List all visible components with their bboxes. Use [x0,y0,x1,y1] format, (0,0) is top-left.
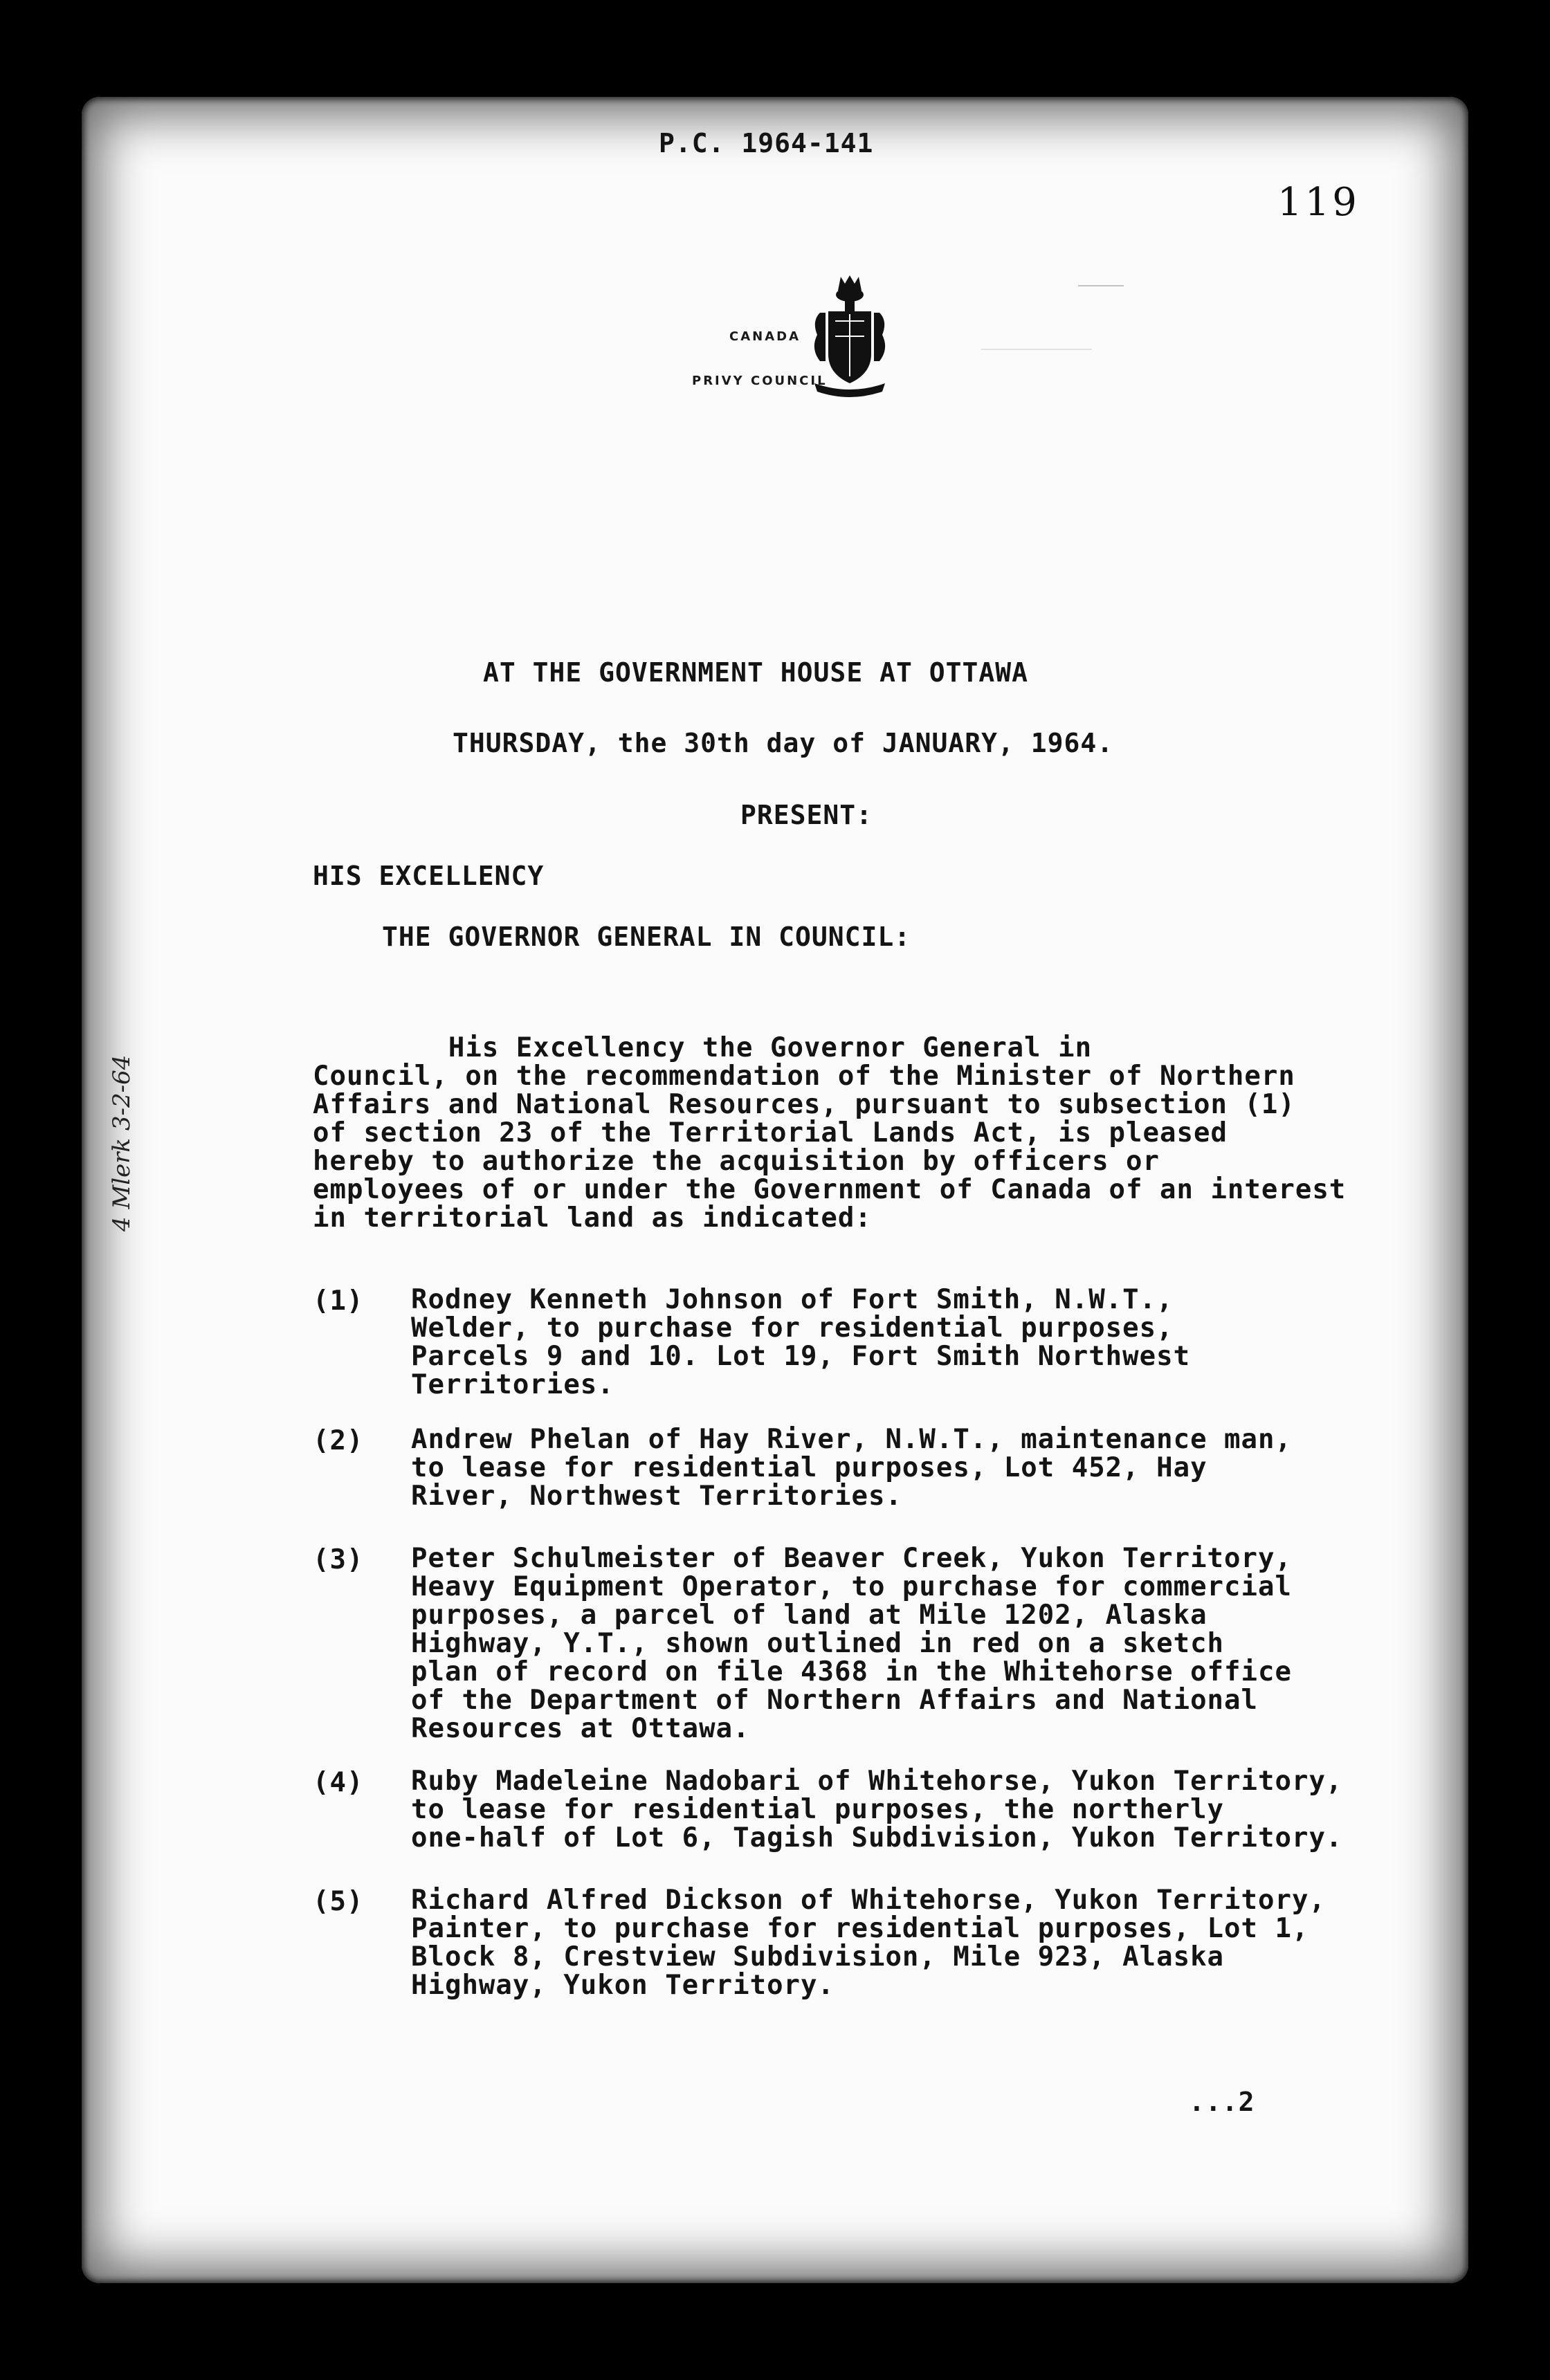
intro-line: of section 23 of the Territorial Lands Act, is pleased [313,1117,1228,1148]
item-line: Territories. [411,1369,614,1400]
crest-body-label: PRIVY COUNCIL [692,374,828,388]
item-line: Block 8, Crestview Subdivision, Mile 923, Alaska [411,1941,1225,1972]
item-line: to lease for residential purposes, the northerly [411,1794,1225,1825]
item-number: (3) [313,1544,364,1575]
item-line: Heavy Equipment Operator, to purchase for commercial [411,1571,1292,1602]
item-number: (5) [313,1886,364,1917]
date-line: THURSDAY, the 30th day of JANUARY, 1964. [453,728,1114,758]
intro-line: Affairs and National Resources, pursuant to subsection (1) [313,1089,1295,1120]
item-line: one-half of Lot 6, Tagish Subdivision, Yukon Territory. [411,1822,1343,1853]
item-line: Parcels 9 and 10. Lot 19, Fort Smith Northwest [411,1341,1191,1372]
continuation-marker: ...2 [1189,2087,1255,2117]
item-line: Painter, to purchase for residential purposes, Lot 1, [411,1913,1309,1944]
governor-council-label: THE GOVERNOR GENERAL IN COUNCIL: [382,922,911,952]
item-line: Rodney Kenneth Johnson of Fort Smith, N.W.T., [411,1284,1174,1315]
paper-mark [981,349,1092,350]
order-number: P.C. 1964-141 [659,128,874,158]
item-line: Welder, to purchase for residential purposes, [411,1312,1174,1344]
item-line: Highway, Yukon Territory. [411,1970,835,2001]
item-line: Andrew Phelan of Hay River, N.W.T., maintenance man, [411,1424,1292,1455]
item-line: Resources at Ottawa. [411,1713,750,1744]
item-line: plan of record on file 4368 in the Whitehorse office [411,1656,1292,1687]
handwritten-margin-note: 4 Mlerk 3-2-64 [108,1054,136,1232]
item-number: (1) [313,1285,364,1317]
intro-line: Council, on the recommendation of the Minister of Northern [313,1061,1295,1092]
item-number: (4) [313,1767,364,1798]
item-line: to lease for residential purposes, Lot 452, Hay [411,1452,1207,1483]
location-heading: AT THE GOVERNMENT HOUSE AT OTTAWA [483,657,1028,688]
paper-mark [1078,285,1124,286]
his-excellency-label: HIS EXCELLENCY [313,861,545,891]
intro-line: in territorial land as indicated: [313,1202,872,1234]
intro-line: His Excellency the Governor General in [313,1032,1093,1063]
item-line: Highway, Y.T., shown outlined in red on a sketch [411,1628,1225,1659]
present-label: PRESENT: [740,800,873,830]
item-line: Richard Alfred Dickson of Whitehorse, Yukon Territory, [411,1885,1326,1916]
item-line: Peter Schulmeister of Beaver Creek, Yukon Territory, [411,1543,1292,1574]
document-page [82,97,1468,2283]
crest-country-label: CANADA [729,329,801,344]
item-line: River, Northwest Territories. [411,1481,902,1512]
item-line: of the Department of Northern Affairs and National [411,1685,1258,1716]
intro-line: hereby to authorize the acquisition by officers or [313,1146,1160,1177]
item-line: Ruby Madeleine Nadobari of Whitehorse, Yukon Territory, [411,1766,1343,1797]
item-line: purposes, a parcel of land at Mile 1202, Alaska [411,1600,1207,1631]
page-number: 119 [1277,180,1360,225]
intro-line: employees of or under the Government of Canada of an interest [313,1174,1347,1205]
item-number: (2) [313,1425,364,1456]
